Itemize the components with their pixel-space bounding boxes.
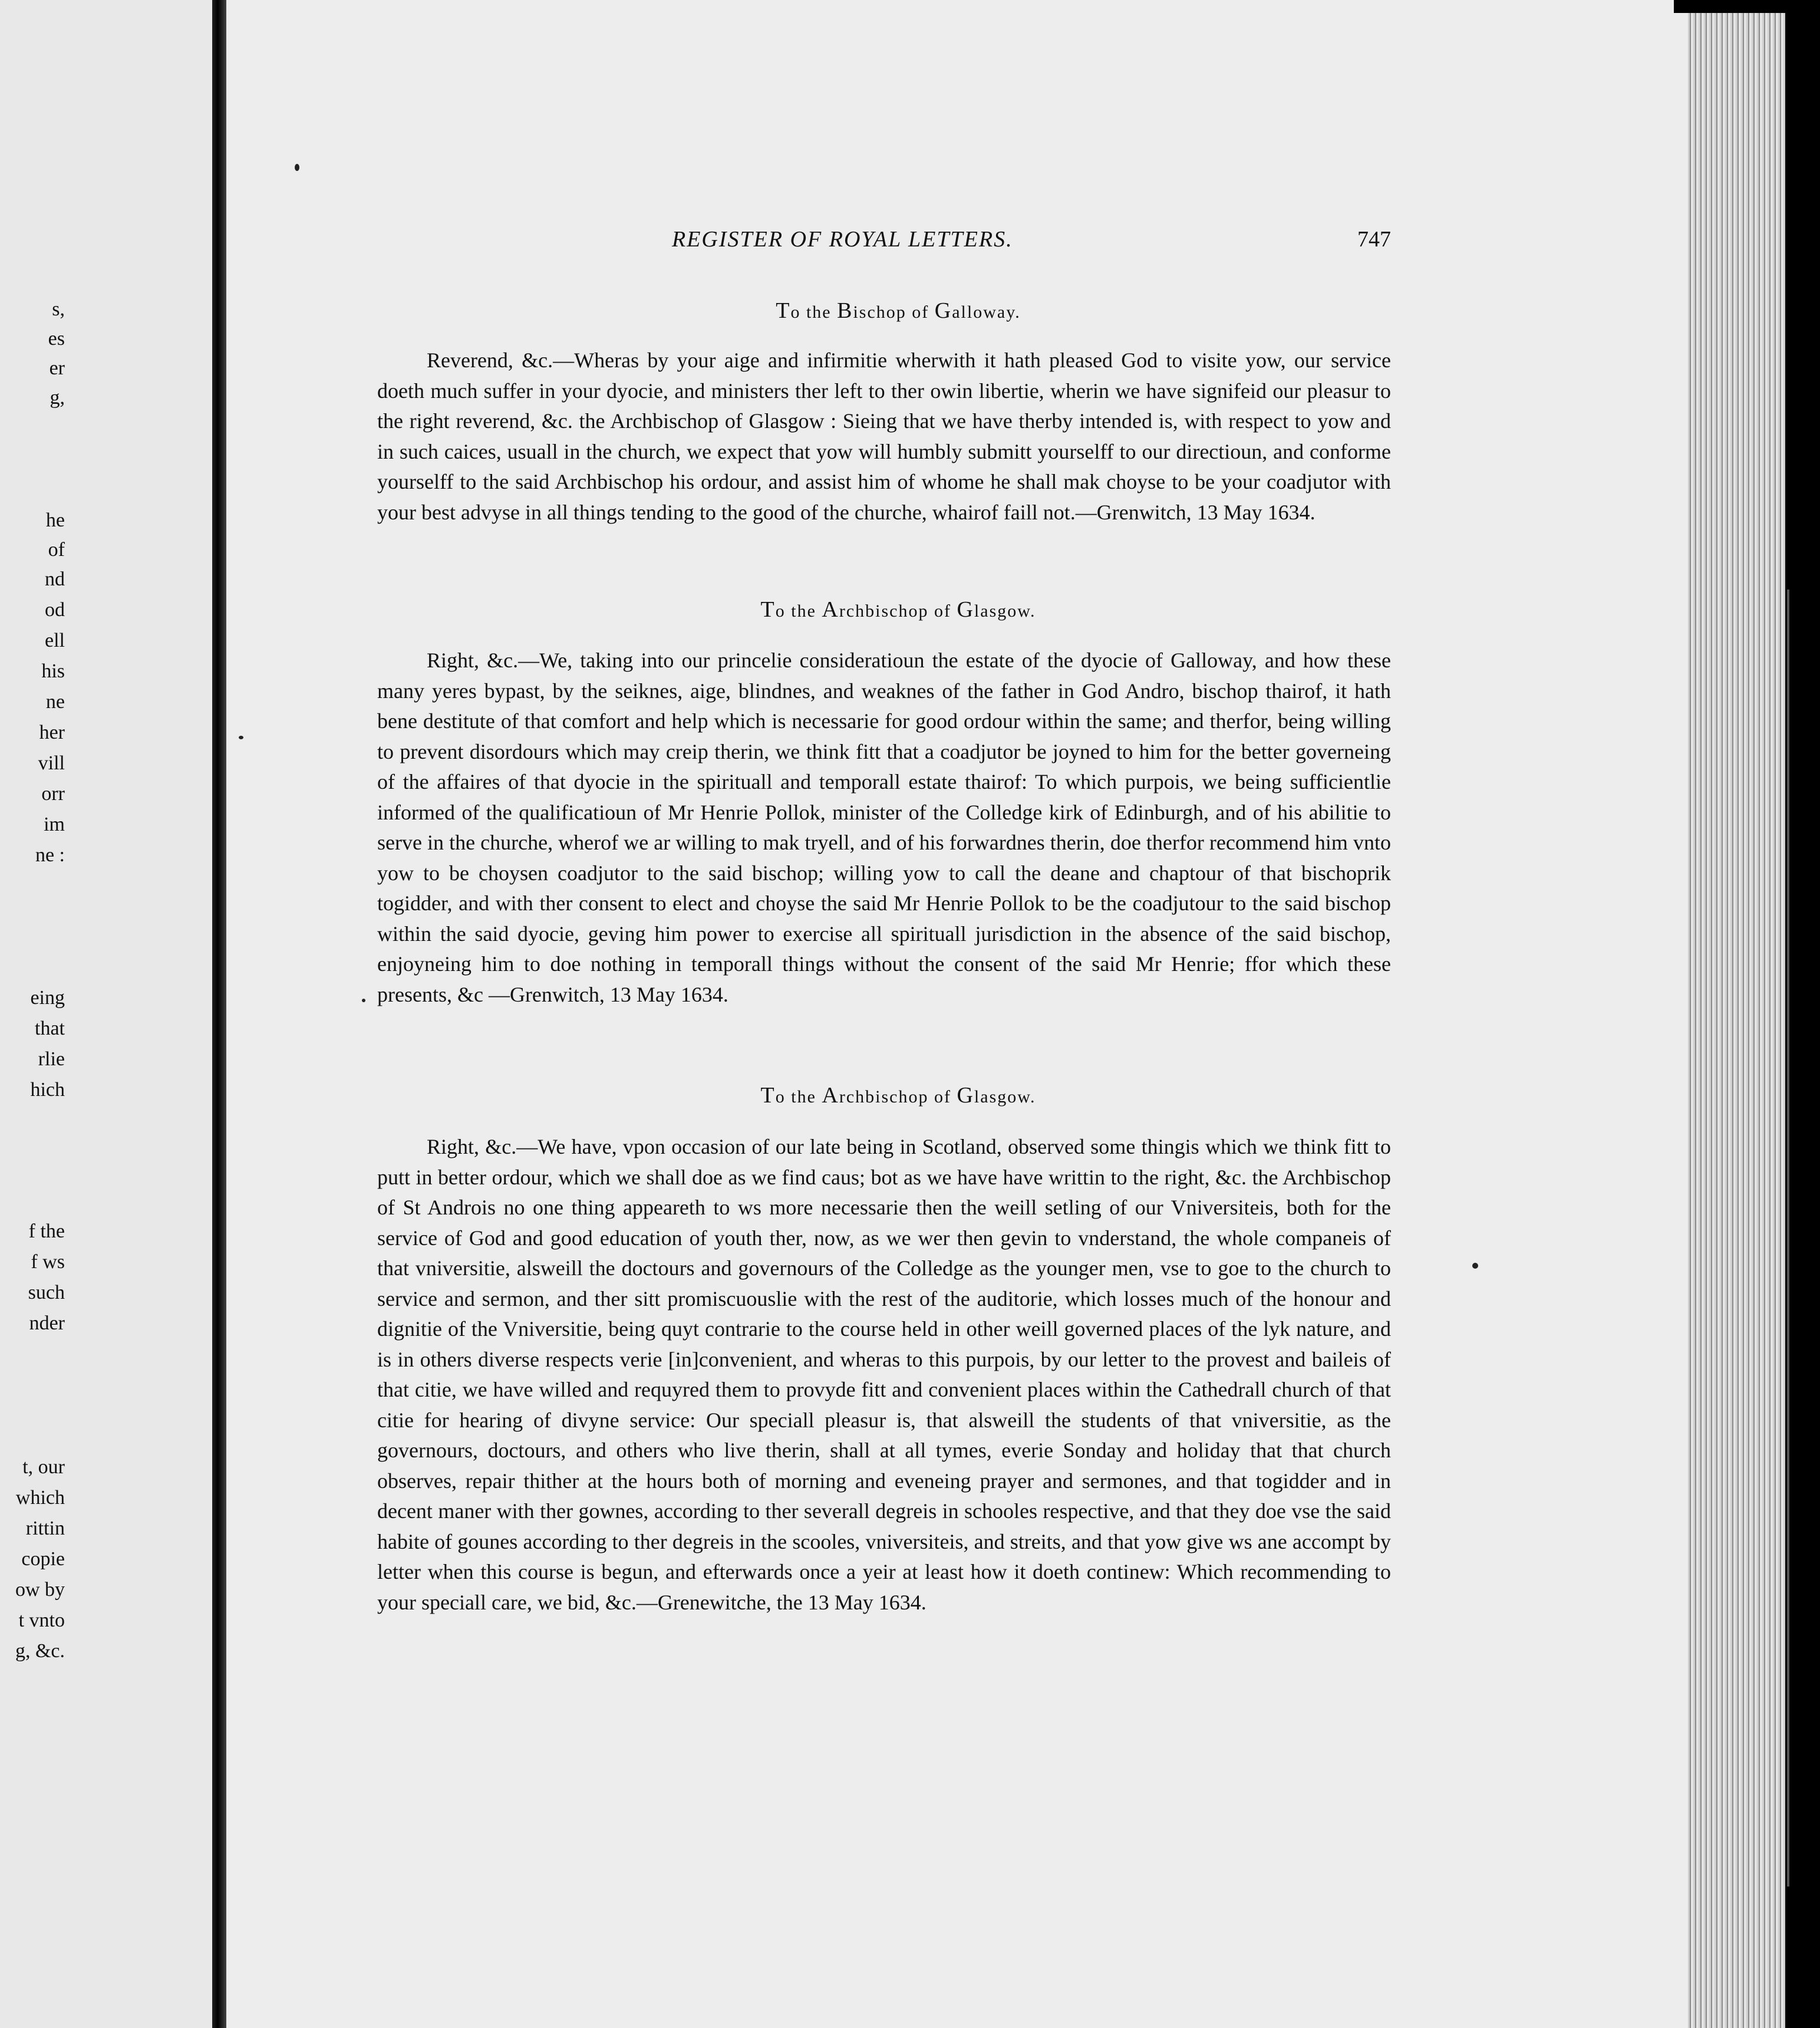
left-fragment: t vnto (18, 1609, 65, 1631)
left-fragment: er (49, 357, 65, 379)
left-fragment: eing (30, 987, 65, 1009)
left-fragment: g, (50, 387, 65, 409)
ink-spot (239, 736, 243, 739)
left-fragment: es (48, 328, 65, 350)
running-title: REGISTER OF ROYAL LETTERS. (672, 227, 1013, 252)
left-fragment: nd (45, 568, 65, 590)
letter-text (377, 1132, 1391, 1618)
left-fragment: hich (30, 1079, 65, 1101)
left-fragment: rlie (38, 1048, 65, 1070)
left-fragment: ell (45, 630, 65, 651)
letter-paragraph: Reverend, &c.—Wheras by your aige and infirmitie wherwith it hath pleased God to visite yow, our service doeth much suffer in your dyocie, and ministers ther left to ther owin libertie, wherin we have signifeid our pleasur to the right reverend, &c. the Archbischop of Glasgow : Sieing that we have therby intended is, with respect to yow and in such caices, usuall in the church, we expect that yow will humbly submitt yourselff to our directioun, and conforme yourselff to the said Archbischop his ordour, and assist him of whome he shall mak choyse to be your coadjutor with your best advyse in all things tending to the good of the churche, whairof faill not.—Grenwitch, 13 May 1634. (377, 348, 1391, 524)
left-fragment: im (44, 814, 65, 835)
left-fragment: od (45, 599, 65, 621)
left-fragment: s, (52, 298, 65, 320)
letter-text (377, 646, 1391, 1010)
section-heading: To the Bischop of Galloway. (776, 298, 1021, 323)
letter-paragraph: Right, &c.—We have, vpon occasion of our late being in Scotland, observed some thingis which we think fitt to putt in better ordour, which we shall doe as we find caus; bot as we have have writtin to the right, &c. the Archbischop of St Androis no one thing appeareth to ws more necessarie then the weill setling of our Vniversiteis, both for the service of God and good education of youth ther, now, as we wer then gevin to vnderstand, the whole companeis of that vniversitie, alsweill the doctours and governours of the Colledge as the younger men, vse to goe to the church to service and sermon, and ther sitt promiscuouslie with the rest of the auditorie, which losses much of the honour and dignitie of the Vniversitie, being quyt contrarie to the course held in other weill governed places of the lyk nature, and is in others diverse respects verie [in]convenient, and wheras to this purpois, by our letter to the provest and baileis of that citie, we have willed and requyred them to provyde fitt and convenient places within the Cathedrall church of that citie for hearing of divyne service: Our speciall pleasur is, that alsweill the students of that vniversitie, as the governours, doctours, and others who live therin, shall at all tymes, everie Sonday and holiday that that church observes, repair thither at the hours both of morning and eveneing prayer and sermones, and that togidder and in decent maner with ther gownes, according to ther severall degreis in schooles respective, and that they doe vse the said habite of gounes according to ther degreis in the scooles, vniversiteis, and streits, and that yow give ws ane accompt by letter when this course is begun, and efterwards once a yeir at least how it doeth continew: Which recommending to your speciall care, we bid, &c.—Grenewitche, the 13 May 1634. (377, 1135, 1391, 1614)
left-fragment: of (48, 539, 65, 561)
left-fragment: he (45, 509, 65, 531)
page-header (672, 226, 1391, 256)
left-fragment: copie (21, 1548, 65, 1570)
left-fragment: ne : (35, 844, 65, 866)
left-fragment: f ws (31, 1251, 65, 1273)
left-fragment: ow by (15, 1579, 65, 1601)
left-fragment: vill (38, 752, 65, 774)
letter-text (377, 345, 1391, 528)
section-heading: To the Archbischop of Glasgow. (760, 597, 1036, 622)
letter-paragraph: Right, &c.—We, taking into our princelie consideratioun the estate of the dyocie of Galloway, and how these many yeres bypast, by the seiknes, aige, blindnes, and weaknes of the father in God Andro, bischop thairof, it hath bene destitute of that comfort and help which is necessarie for good ordour within the same; and therfor, being willing to prevent disordours which may creip therin, we think fitt that a coadjutor be joyned to him for the better governeing of the affaires of that dyocie in the spirituall and temporall estate thairof: To which purpois, we being sufficientlie informed of the qualificatioun of Mr Henrie Pollok, minister of the Colledge kirk of Edinburgh, and of his abilitie to serve in the churche, wherof we ar willing to mak tryell, and of his forwardnes therin, doe therfor recommend him vnto yow to be choysen coadjutor to the said bischop; willing yow to call the deane and chaptour of that bischoprik togidder, and with ther consent to elect and choyse the said Mr Henrie Pollok to be the coadjutour to the said bischop within the said dyocie, geving him power to exercise all spirituall jurisdiction in the absence of the said bischop, enjoyneing him to doe nothing in temporall things without the consent of the said Mr Henrie; ffor which these presents, &c —Grenwitch, 13 May 1634. (377, 648, 1391, 1006)
left-fragment: nder (29, 1312, 65, 1334)
ink-spot (362, 999, 365, 1002)
left-fragment: such (28, 1282, 65, 1303)
page-edges-shadow (1674, 0, 1786, 13)
left-fragment: ne (45, 691, 65, 713)
page-number: 747 (1357, 227, 1391, 252)
ink-spot (1472, 1263, 1478, 1269)
left-fragment: t, our (22, 1456, 65, 1478)
left-fragment: rittin (25, 1517, 65, 1539)
book-cover-edge-line (1787, 590, 1789, 1887)
left-fragment: f the (28, 1220, 65, 1242)
left-fragment: orr (41, 783, 65, 805)
ink-spot (295, 164, 299, 171)
left-fragment: his (41, 660, 65, 682)
left-fragment: g, &c. (15, 1640, 65, 1662)
left-fragment: that (35, 1018, 65, 1039)
section-heading: To the Archbischop of Glasgow. (760, 1083, 1036, 1108)
left-fragment: which (15, 1487, 65, 1509)
left-fragment: her (39, 722, 65, 743)
